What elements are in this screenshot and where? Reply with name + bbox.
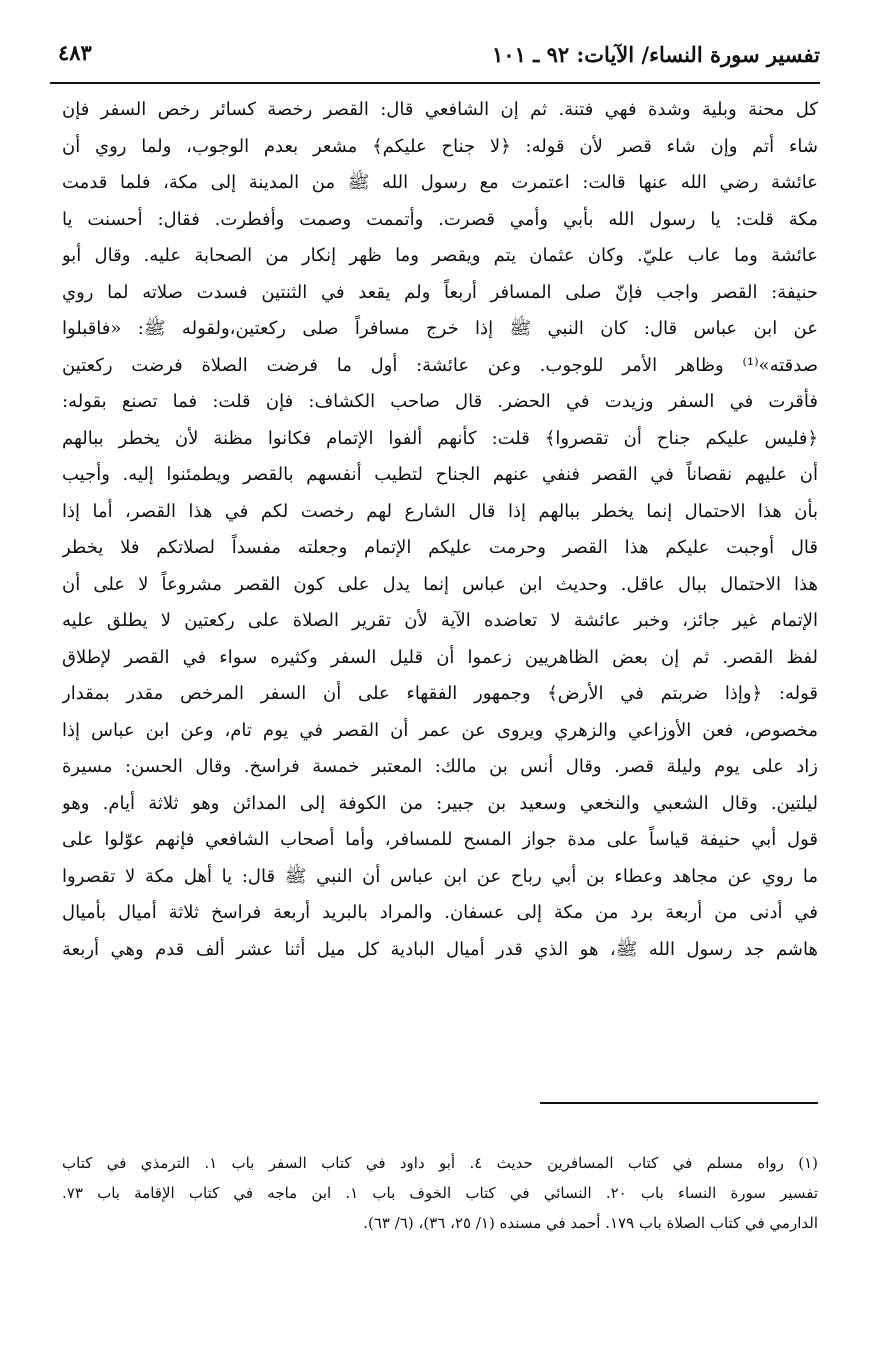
- text-line: عائشة رضي الله عنها قالت: اعتمرت مع رسول الله ﷺ من المدينة إلى مكة، فلما قدمت: [62, 172, 818, 193]
- footnote-line: تفسير سورة النساء باب ٢٠. النسائي في كتاب الخوف باب ١. ابن ماجه في كتاب الإقامة باب ٧٣.: [62, 1184, 818, 1202]
- text-line: قوله: ﴿وإذا ضربتم في الأرض﴾ وجمهور الفقهاء على أن السفر المرخص مقدر بمقدار: [62, 683, 818, 704]
- text-line: شاء أتم وإن شاء قصر لأن قوله: ﴿لا جناح عليكم﴾ مشعر بعدم الوجوب، ولما روي أن: [62, 135, 818, 157]
- text-line: صدقته»⁽¹⁾ وظاهر الأمر للوجوب. وعن عائشة: أول ما فرضت الصلاة فرضت ركعتين: [62, 354, 818, 376]
- text-line: مكة قلت: يا رسول الله بأبي وأمي قصرت. وأتممت وصمت وأفطرت. فقال: أحسنت يا: [62, 208, 818, 230]
- header-rule: [50, 82, 820, 84]
- text-line: قول أبي حنيفة قياساً على مدة جواز المسح للمسافر، وأما أصحاب الشافعي فإنهم عوّلوا على: [62, 829, 818, 850]
- text-line: هاشم جد رسول الله ﷺ، هو الذي قدر أميال البادية كل ميل أثنا عشر ألف قدم وهي أربعة: [62, 938, 818, 960]
- footnote-line: (١) رواه مسلم في كتاب المسافرين حديث ٤. أبو داود في كتاب السفر باب ١. الترمذي في كتاب: [62, 1154, 818, 1172]
- header-title: تفسير سورة النساء/ الآيات: ٩٢ ـ ١٠١: [492, 42, 820, 67]
- text-line: مخصوص، فعن الأوزاعي والزهري ويروى عن عمر أن القصر في يوم تام، وعن ابن عباس إذا: [62, 719, 818, 741]
- text-line: عائشة وما عاب عليّ. وكان عثمان يتم ويقصر وما ظهر إنكار من الصحابة عليه. وقال أبو: [62, 245, 818, 266]
- text-line: عن ابن عباس قال: كان النبي ﷺ إذا خرج مسافراً صلى ركعتين،ولقوله ﷺ: «فاقبلوا: [62, 318, 818, 339]
- footnote-separator: [540, 1102, 818, 1104]
- text-line: الإتمام غير جائز، وخبر عائشة لا تعاضده الآية لأن تقرير الصلاة على ركعتين لا يطلق عليه: [62, 610, 818, 631]
- main-text: [62, 92, 818, 968]
- text-line: ما روي عن مجاهد وعطاء بن أبي رباح عن ابن عباس أن النبي ﷺ قال: يا أهل مكة لا تقصروا: [62, 865, 818, 887]
- page-number: ٤٨٣: [58, 40, 92, 65]
- text-line: هذا الاحتمال ببال عاقل. وحديث ابن عباس إنما يدل على كون القصر مشروعاً لا على أن: [62, 573, 818, 595]
- text-line: بأن هذا الاحتمال إنما يخطر ببالهم إذا قال الشارع لهم رخصت لكم في هذا القصر، أما إذا: [62, 500, 818, 522]
- running-header: [50, 36, 820, 76]
- text-line: كل محنة وبلية وشدة فهي فتنة. ثم إن الشافعي قال: القصر رخصة كسائر رخص السفر فإن: [62, 99, 818, 120]
- footnotes: [62, 1148, 818, 1238]
- text-line: ليلتين. وقال الشعبي والنخعي وسعيد بن جبير: من الكوفة إلى المدائن وهو ثلاثة أيام. وهو: [62, 792, 818, 814]
- text-line: لفظ القصر. ثم إن بعض الظاهريين زعموا أن قليل السفر وكثيره سواء في القصر لإطلاق: [62, 646, 818, 668]
- text-line: زاد على يوم وليلة قصر. وقال أنس بن مالك: المعتبر خمسة فراسخ. وقال الحسن: مسيرة: [62, 756, 818, 777]
- text-line: في أدنى من أربعة برد من مكة إلى عسفان. والمراد بالبريد أربعة فراسخ ثلاثة أميال بأميال: [62, 902, 818, 923]
- text-line: ﴿فليس عليكم جناح أن تقصروا﴾ قلت: كأنهم ألفوا الإتمام فكانوا مظنة لأن يخطر ببالهم: [62, 427, 818, 449]
- footnote-line: الدارمي في كتاب الصلاة باب ١٧٩. أحمد في مسنده (١/ ٢٥، ٣٦)، (٦/ ٦٣).: [363, 1214, 818, 1232]
- text-line: أن عليهم نقصاناً في القصر فنفي عنهم الجناح لتطيب أنفسهم بالقصر ويطمئنوا إليه. وأجيب: [62, 464, 818, 485]
- text-line: فأقرت في السفر وزيدت في الحضر. قال صاحب الكشاف: فإن قلت: فما تصنع بقوله:: [62, 391, 818, 412]
- text-line: قال أوجبت عليكم هذا القصر وحرمت عليكم الإتمام وجعلته مفسداً لصلاتكم فلا يخطر: [62, 537, 818, 558]
- text-line: حنيفة: القصر واجب فإنّ صلى المسافر أربعاً ولم يقعد في الثنتين فسدت صلاته لما روي: [62, 281, 818, 303]
